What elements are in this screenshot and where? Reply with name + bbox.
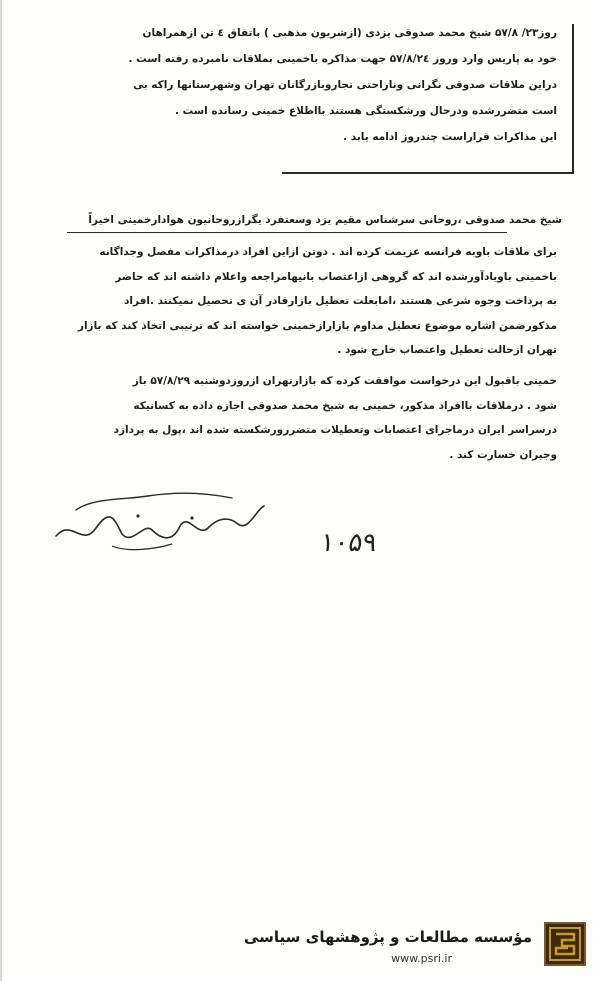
handdrawn-bracket-bottom <box>282 172 572 180</box>
handdrawn-bracket-right <box>560 24 574 174</box>
report-body <box>32 240 557 467</box>
institute-url[interactable]: www.psri.ir <box>391 952 452 965</box>
body-line: شود . درملاقات باافراد مذکور، خمینی به شیخ محمد صدوقی اجازه داده به کسانیکه <box>133 399 557 412</box>
body-line: به پرداخت وجوه شرعی هستند ،امابعلت تعطیل بازارقادر آن ی تحصیل نمیکنند .افراد <box>123 295 557 308</box>
institute-name: مؤسسه مطالعات و پژوهشهای سیاسی <box>243 928 532 946</box>
footer-watermark <box>243 922 592 972</box>
top-line: این مذاکرات قراراست چندروز ادامه یابد . <box>343 131 557 143</box>
body-line: خمینی باقبول این درخواست موافقت کرده که بازارتهران ازروزدوشنبه ۵۷/۸/۲۹ باز <box>132 374 557 387</box>
top-line: خود به پاریس وارد وروز ۵۷/۸/۲٤ جهت مذاکره باخمینی بملاقات نامبرده رفته است . <box>128 53 557 65</box>
body-line: باخمینی باویادآورشده اند که گروهی ازاعتصاب بانیهامراجعه واعلام داشته اند که حاضر <box>115 270 557 283</box>
handwritten-document-number: ۱۰۵۹ <box>318 528 379 558</box>
body-line: وجبران خسارت کند . <box>449 448 557 461</box>
top-line: است متضررشده ودرحال ورشکستگی هستند بااطلاع خمینی رسانده است . <box>175 105 557 117</box>
body-line: تهران ازحالت تعطیل واعتصاب خارج شود . <box>337 344 557 357</box>
heading-underline <box>67 232 507 233</box>
heading-line: شیخ محمد صدوقی ،روحانی سرشناس مقیم یزد وسعتفرد یگرازروحانیون هوادارخمینی اخیراً <box>88 214 562 226</box>
handwritten-signature <box>52 488 267 558</box>
body-line: مذکورضمن اشاره موضوع تعطیل مداوم بازارازخمینی خواسته اند که ترتیبی اتخاذ کند که بازار <box>77 319 557 332</box>
report-top-section <box>32 20 557 150</box>
top-line: دراین ملاقات صدوقی نگرانی وناراحتی تجاروبازرگانان تهران وشهرستانها راکه بی <box>133 79 557 91</box>
body-line: برای ملاقات باوبه فرانسه عزیمت کرده اند . دوتن ازاین افراد درمذاکرات مفصل وجداگانه <box>99 246 557 258</box>
institute-logo-icon <box>544 922 586 966</box>
report-heading <box>32 208 562 232</box>
top-line: روز۲۳/ ۵۷/۸ شیخ محمد صدوقی یزدی (ازشریون مذهبی ) باتفاق ٤ تن ازهمراهان <box>142 27 557 39</box>
body-line: درسراسر ایران درماجرای اعتصابات وتعطیلات متضررورشکسته شده اند ،پول به پردازد <box>113 424 557 437</box>
